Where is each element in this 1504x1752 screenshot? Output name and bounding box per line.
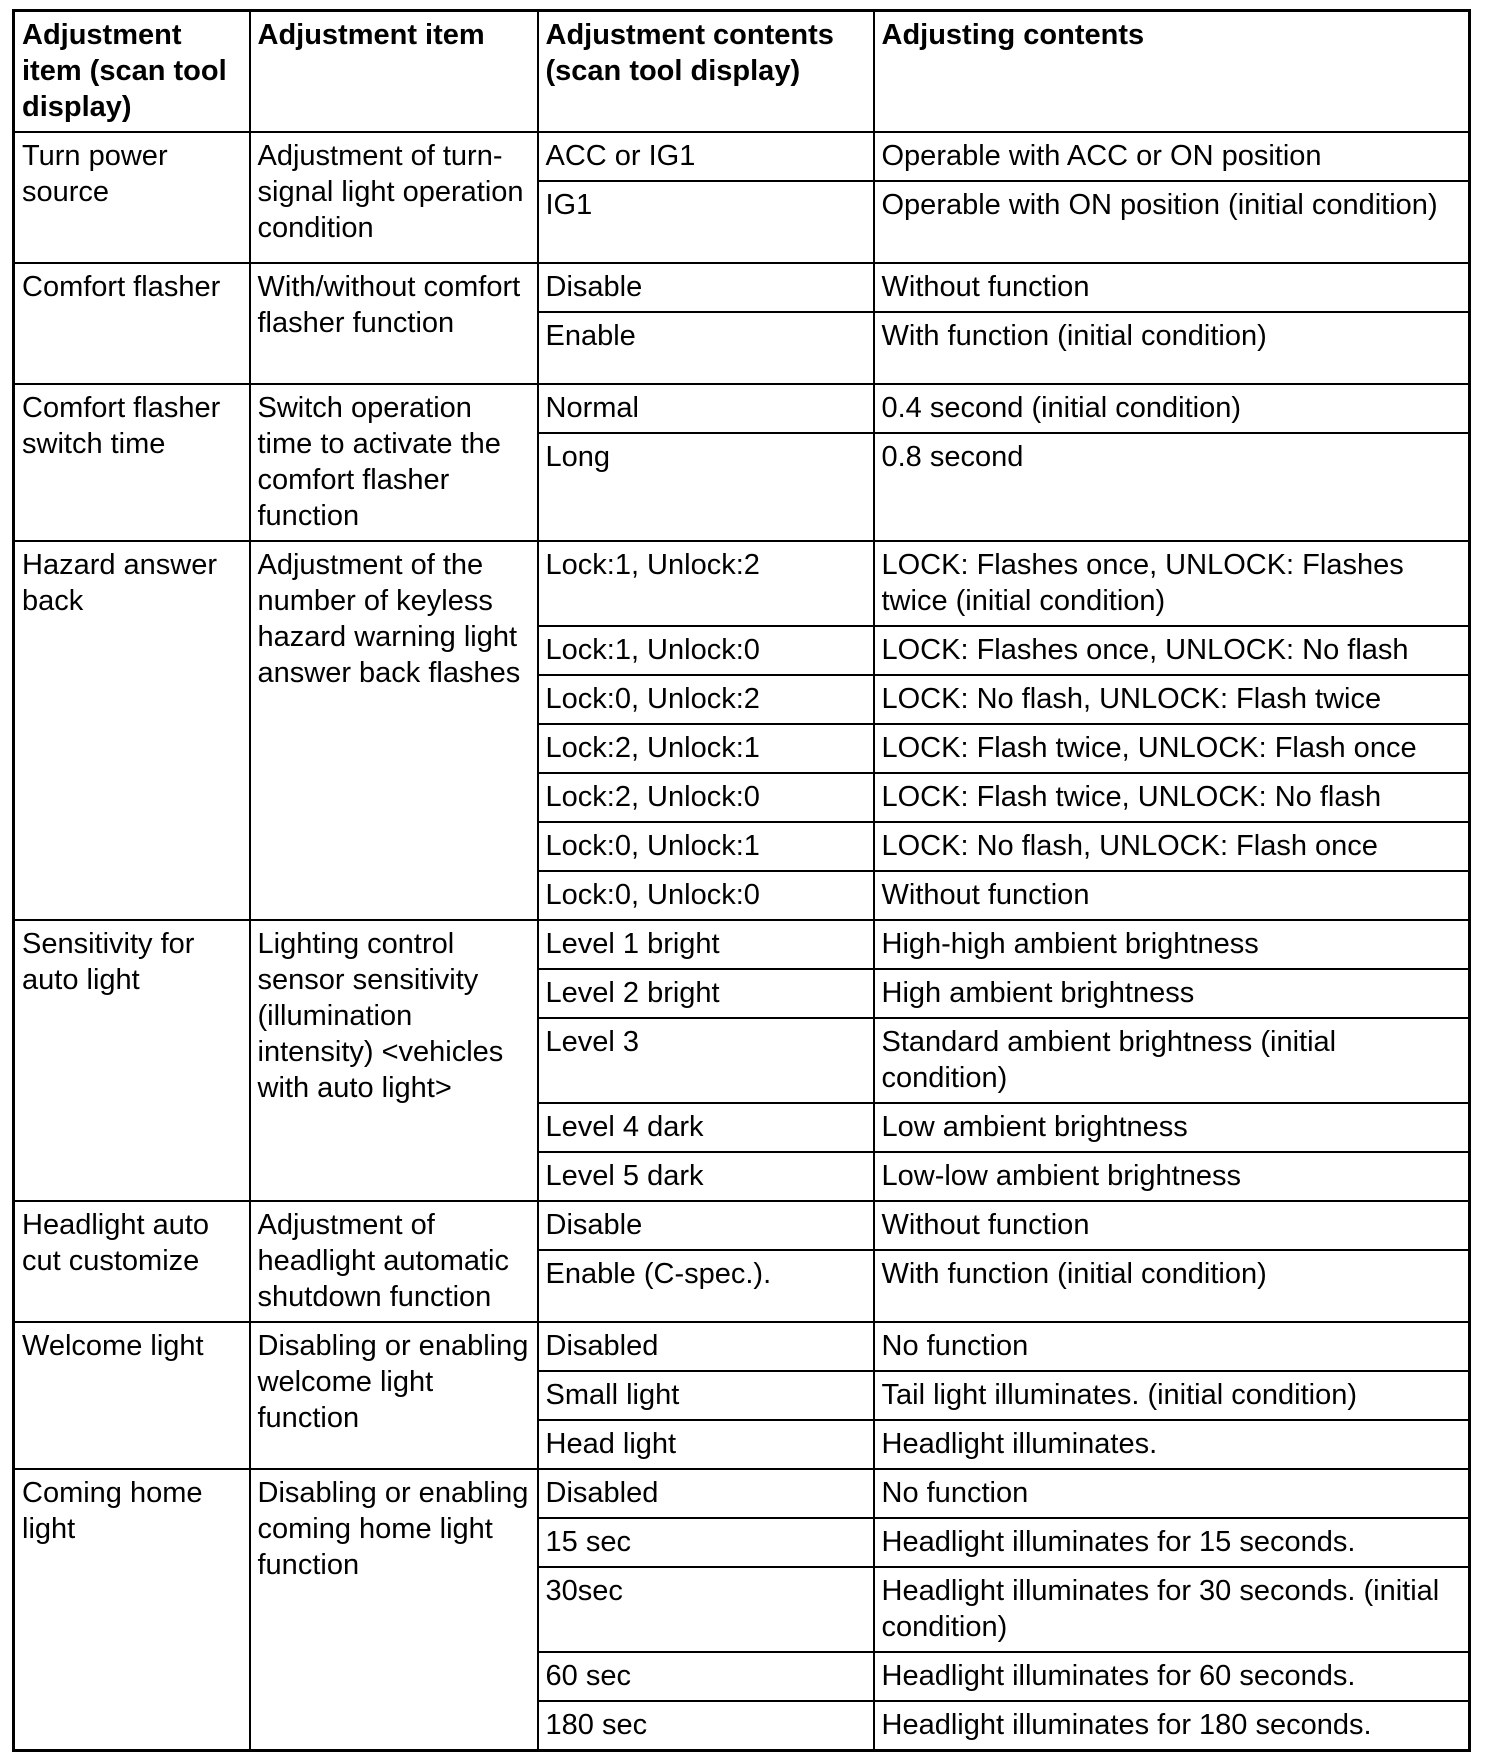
cell-adjustment-item: Switch operation time to activate the comfort flasher function (250, 384, 538, 541)
cell-adjustment-contents: Level 2 bright (538, 969, 874, 1018)
cell-adjusting-contents: LOCK: No flash, UNLOCK: Flash once (874, 822, 1470, 871)
header-row (14, 11, 1470, 133)
table-row (14, 541, 1470, 626)
cell-adjustment-contents: Level 1 bright (538, 920, 874, 969)
table-row (14, 263, 1470, 312)
cell-adjusting-contents: Without function (874, 1201, 1470, 1250)
adjustment-table (12, 9, 1471, 1752)
cell-adjustment-item: Adjustment of headlight automatic shutdown function (250, 1201, 538, 1322)
cell-adjustment-item-scan: Coming home light (14, 1469, 250, 1751)
cell-adjustment-item-scan: Comfort flasher switch time (14, 384, 250, 541)
cell-adjusting-contents: Tail light illuminates. (initial condition) (874, 1371, 1470, 1420)
cell-adjustment-contents: Long (538, 433, 874, 541)
table-row (14, 1201, 1470, 1250)
table-row (14, 920, 1470, 969)
cell-adjusting-contents: Headlight illuminates for 15 seconds. (874, 1518, 1470, 1567)
cell-adjustment-contents: Lock:2, Unlock:0 (538, 773, 874, 822)
cell-adjusting-contents: High-high ambient brightness (874, 920, 1470, 969)
cell-adjustment-contents: Lock:1, Unlock:2 (538, 541, 874, 626)
table-row (14, 1322, 1470, 1371)
header-adjustment-item: Adjustment item (250, 11, 538, 133)
cell-adjusting-contents: Headlight illuminates. (874, 1420, 1470, 1469)
cell-adjustment-contents: 15 sec (538, 1518, 874, 1567)
table-row (14, 132, 1470, 181)
cell-adjustment-item: Adjustment of the number of keyless hazard warning light answer back flashes (250, 541, 538, 920)
cell-adjustment-contents: Lock:1, Unlock:0 (538, 626, 874, 675)
cell-adjustment-contents: ACC or IG1 (538, 132, 874, 181)
cell-adjustment-contents: Level 5 dark (538, 1152, 874, 1201)
cell-adjustment-contents: Level 3 (538, 1018, 874, 1103)
cell-adjusting-contents: No function (874, 1469, 1470, 1518)
cell-adjustment-contents: IG1 (538, 181, 874, 263)
cell-adjustment-contents: Small light (538, 1371, 874, 1420)
table-row (14, 384, 1470, 433)
cell-adjusting-contents: Without function (874, 871, 1470, 920)
table-wrapper (12, 9, 1471, 1752)
cell-adjustment-contents: Disable (538, 263, 874, 312)
cell-adjusting-contents: With function (initial condition) (874, 1250, 1470, 1322)
cell-adjustment-contents: Head light (538, 1420, 874, 1469)
cell-adjustment-item: Disabling or enabling welcome light function (250, 1322, 538, 1469)
cell-adjusting-contents: Headlight illuminates for 180 seconds. (874, 1701, 1470, 1751)
cell-adjusting-contents: Low-low ambient brightness (874, 1152, 1470, 1201)
cell-adjusting-contents: High ambient brightness (874, 969, 1470, 1018)
cell-adjustment-item-scan: Hazard answer back (14, 541, 250, 920)
cell-adjusting-contents: Without function (874, 263, 1470, 312)
cell-adjusting-contents: Operable with ACC or ON position (874, 132, 1470, 181)
table-body (14, 132, 1470, 1751)
cell-adjusting-contents: LOCK: Flashes once, UNLOCK: No flash (874, 626, 1470, 675)
cell-adjusting-contents: 0.4 second (initial condition) (874, 384, 1470, 433)
cell-adjusting-contents: LOCK: Flash twice, UNLOCK: No flash (874, 773, 1470, 822)
cell-adjusting-contents: Operable with ON position (initial condition) (874, 181, 1470, 263)
cell-adjustment-item: With/without comfort flasher function (250, 263, 538, 384)
cell-adjusting-contents: No function (874, 1322, 1470, 1371)
cell-adjustment-item: Lighting control sensor sensitivity (illumination intensity) <vehicles with auto light> (250, 920, 538, 1201)
cell-adjustment-contents: Normal (538, 384, 874, 433)
cell-adjusting-contents: Standard ambient brightness (initial condition) (874, 1018, 1470, 1103)
cell-adjustment-item-scan: Sensitivity for auto light (14, 920, 250, 1201)
cell-adjusting-contents: Headlight illuminates for 60 seconds. (874, 1652, 1470, 1701)
cell-adjustment-contents: Lock:0, Unlock:0 (538, 871, 874, 920)
cell-adjustment-contents: Disable (538, 1201, 874, 1250)
cell-adjusting-contents: 0.8 second (874, 433, 1470, 541)
cell-adjustment-item-scan: Headlight auto cut customize (14, 1201, 250, 1322)
header-scan-contents: Adjustment contents (scan tool display) (538, 11, 874, 133)
cell-adjustment-contents: Enable (C-spec.). (538, 1250, 874, 1322)
cell-adjusting-contents: LOCK: Flashes once, UNLOCK: Flashes twice (initial condition) (874, 541, 1470, 626)
cell-adjustment-contents: Disabled (538, 1322, 874, 1371)
cell-adjustment-item-scan: Turn power source (14, 132, 250, 263)
cell-adjusting-contents: Low ambient brightness (874, 1103, 1470, 1152)
cell-adjustment-contents: Level 4 dark (538, 1103, 874, 1152)
cell-adjustment-contents: 60 sec (538, 1652, 874, 1701)
cell-adjusting-contents: Headlight illuminates for 30 seconds. (initial condition) (874, 1567, 1470, 1652)
header-adjusting-contents: Adjusting contents (874, 11, 1470, 133)
cell-adjusting-contents: With function (initial condition) (874, 312, 1470, 384)
cell-adjustment-contents: 180 sec (538, 1701, 874, 1751)
cell-adjusting-contents: LOCK: No flash, UNLOCK: Flash twice (874, 675, 1470, 724)
cell-adjusting-contents: LOCK: Flash twice, UNLOCK: Flash once (874, 724, 1470, 773)
cell-adjustment-item: Disabling or enabling coming home light function (250, 1469, 538, 1751)
cell-adjustment-contents: Disabled (538, 1469, 874, 1518)
cell-adjustment-item: Adjustment of turn-signal light operation condition (250, 132, 538, 263)
cell-adjustment-contents: 30sec (538, 1567, 874, 1652)
header-scan-item: Adjustment item (scan tool display) (14, 11, 250, 133)
cell-adjustment-contents: Lock:0, Unlock:2 (538, 675, 874, 724)
cell-adjustment-contents: Lock:0, Unlock:1 (538, 822, 874, 871)
cell-adjustment-contents: Enable (538, 312, 874, 384)
cell-adjustment-contents: Lock:2, Unlock:1 (538, 724, 874, 773)
cell-adjustment-item-scan: Comfort flasher (14, 263, 250, 384)
cell-adjustment-item-scan: Welcome light (14, 1322, 250, 1469)
table-row (14, 1469, 1470, 1518)
